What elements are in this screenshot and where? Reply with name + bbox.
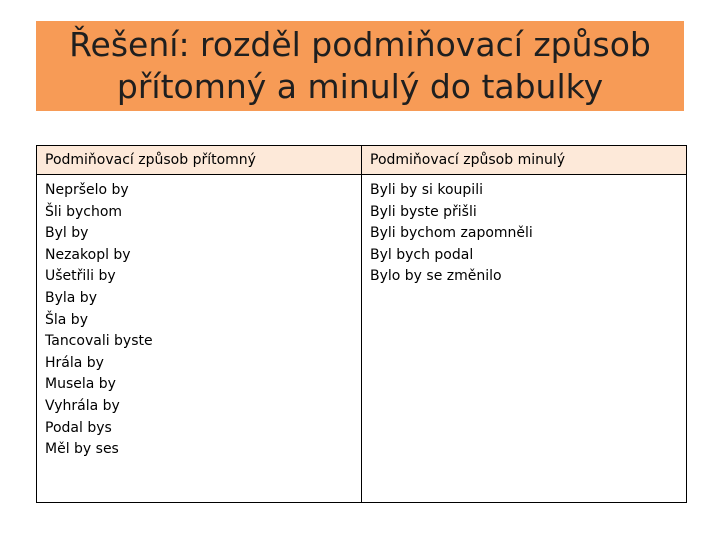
- header-present-conditional: Podmiňovací způsob přítomný: [37, 146, 362, 175]
- present-entry: Tancovali byste: [45, 333, 153, 350]
- slide-title-box: [36, 21, 684, 111]
- table-header-row: [37, 146, 687, 175]
- past-conditional-cell: [362, 175, 687, 503]
- present-entry: Šli bychom: [45, 203, 123, 220]
- present-entry: Měl by ses: [45, 441, 119, 458]
- slide-title-line-1: Řešení: rozděl podmiňovací způsob: [69, 25, 651, 64]
- table-body-row: [37, 175, 687, 503]
- past-entry: Byli byste přišli: [370, 203, 477, 220]
- past-entry: Byli bychom zapomněli: [370, 225, 533, 242]
- present-entry: Podal bys: [45, 419, 112, 436]
- conditional-mood-table: [36, 145, 687, 503]
- present-entry: Ušetřili by: [45, 268, 116, 285]
- present-entry: Nezakopl by: [45, 246, 131, 263]
- present-entry: Vyhrála by: [45, 397, 120, 414]
- present-entry: Byl by: [45, 225, 89, 242]
- past-entry: Bylo by se změnilo: [370, 268, 502, 285]
- header-past-conditional: Podmiňovací způsob minulý: [362, 146, 687, 175]
- present-entry: Šla by: [45, 311, 88, 328]
- present-entry: Nepršelo by: [45, 182, 129, 198]
- past-entry: Byli by si koupili: [370, 182, 483, 198]
- present-entry: Hrála by: [45, 354, 104, 371]
- past-entry: Byl bych podal: [370, 246, 474, 263]
- slide-title-line-2: přítomný a minulý do tabulky: [116, 67, 604, 106]
- present-entry: Musela by: [45, 376, 116, 393]
- present-entry: Byla by: [45, 289, 97, 306]
- present-conditional-cell: [37, 175, 362, 503]
